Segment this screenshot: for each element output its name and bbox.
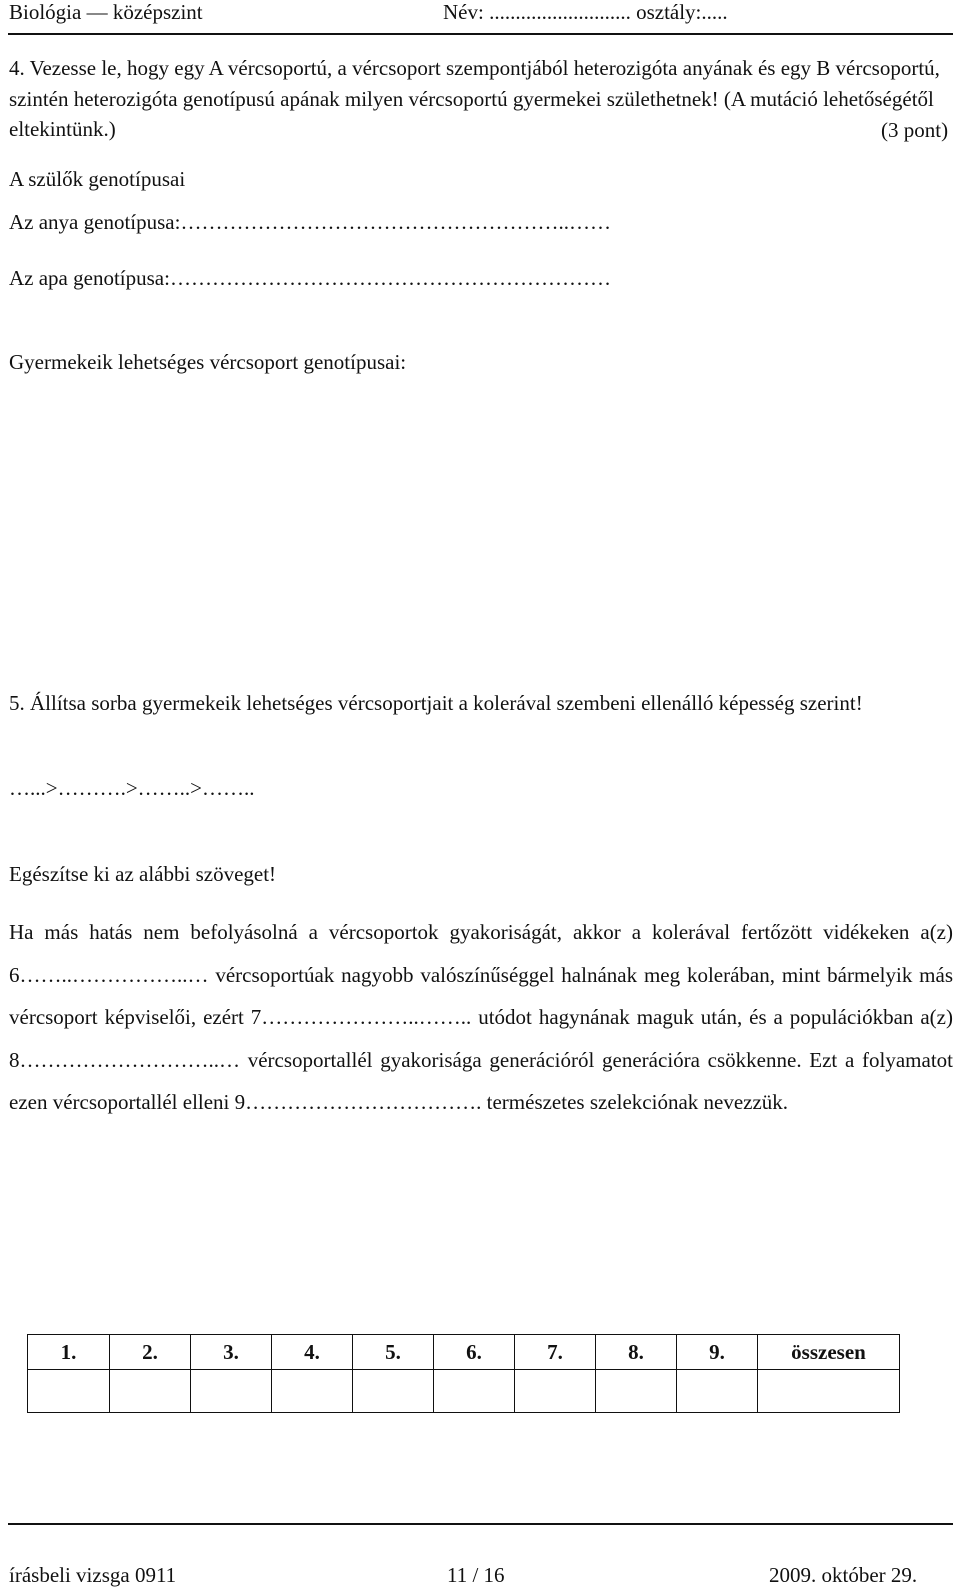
question-4-points: (3 pont) xyxy=(881,118,949,142)
score-header-8: 8. xyxy=(596,1335,677,1370)
score-header-6: 6. xyxy=(434,1335,515,1370)
score-cell-1[interactable] xyxy=(28,1370,110,1413)
score-header-3: 3. xyxy=(191,1335,272,1370)
score-table-header-row xyxy=(28,1335,900,1370)
order-answer-field[interactable]: …...>……….>……..>…….. xyxy=(9,776,255,800)
score-header-9: 9. xyxy=(677,1335,758,1370)
score-cell-6[interactable] xyxy=(434,1370,515,1413)
score-cell-2[interactable] xyxy=(110,1370,191,1413)
children-genotypes-answer-area[interactable] xyxy=(9,385,953,675)
score-table xyxy=(27,1334,900,1413)
score-cell-total[interactable] xyxy=(758,1370,900,1413)
children-genotypes-label: Gyermekeik lehetséges vércsoport genotípusai: xyxy=(9,350,407,374)
score-header-1: 1. xyxy=(28,1335,110,1370)
footer-date: 2009. október 29. xyxy=(769,1563,918,1587)
question-4-text: 4. Vezesse le, hogy egy A vércsoportú, a vércsoport szempontjából heterozigóta anyának és egy B vércsoportú, szintén heterozigóta genotípusú apának milyen vércsoportú gyermekei születhetnek! (A mutáció lehetőségétől eltekintünk.) (3 pont) xyxy=(9,53,953,145)
score-cell-3[interactable] xyxy=(191,1370,272,1413)
fill-in-paragraph: Ha más hatás nem befolyásolná a vércsoportok gyakoriságát, akkor a kolerával fertőzött vidékeken a(z) 6……..……………..… vércsoportúak nagyobb valószínűséggel halnának meg kolerában, mint bármelyik más vércsoport képviselői, ezért 7…………………..…….. utódot hagynának maguk után, és a populációkban a(z) 8………………………..… vércsoportallél gyakorisága generációról generációra csökkenne. Ezt a folyamatot ezen vércsoportallél elleni 9……………………………. természetes szelekciónak nevezzük. xyxy=(9,920,953,1114)
father-genotype-field[interactable]: Az apa genotípusa:……………………………………………………… xyxy=(9,266,611,290)
footer-divider xyxy=(8,1523,953,1525)
score-header-total: összesen xyxy=(758,1335,900,1370)
score-cell-5[interactable] xyxy=(353,1370,434,1413)
score-header-2: 2. xyxy=(110,1335,191,1370)
score-cell-9[interactable] xyxy=(677,1370,758,1413)
score-cell-8[interactable] xyxy=(596,1370,677,1413)
header-divider xyxy=(8,33,953,35)
mother-genotype-field[interactable]: Az anya genotípusa:………………………………………………..…… xyxy=(9,210,611,234)
question-5-text: 5. Állítsa sorba gyermekeik lehetséges vércsoportjait a kolerával szembeni ellenálló képesség szerint! xyxy=(9,691,863,715)
score-header-5: 5. xyxy=(353,1335,434,1370)
score-cell-4[interactable] xyxy=(272,1370,353,1413)
header-name-field: Név: ........................... osztály:..... xyxy=(443,0,728,24)
fill-in-heading: Egészítse ki az alábbi szöveget! xyxy=(9,862,277,886)
score-header-4: 4. xyxy=(272,1335,353,1370)
score-table-value-row xyxy=(28,1370,900,1413)
parents-heading: A szülők genotípusai xyxy=(9,167,186,191)
header-subject: Biológia — középszint xyxy=(9,0,203,24)
footer-page-number: 11 / 16 xyxy=(447,1563,505,1587)
score-header-7: 7. xyxy=(515,1335,596,1370)
footer-exam-id: írásbeli vizsga 0911 xyxy=(9,1563,177,1587)
score-cell-7[interactable] xyxy=(515,1370,596,1413)
